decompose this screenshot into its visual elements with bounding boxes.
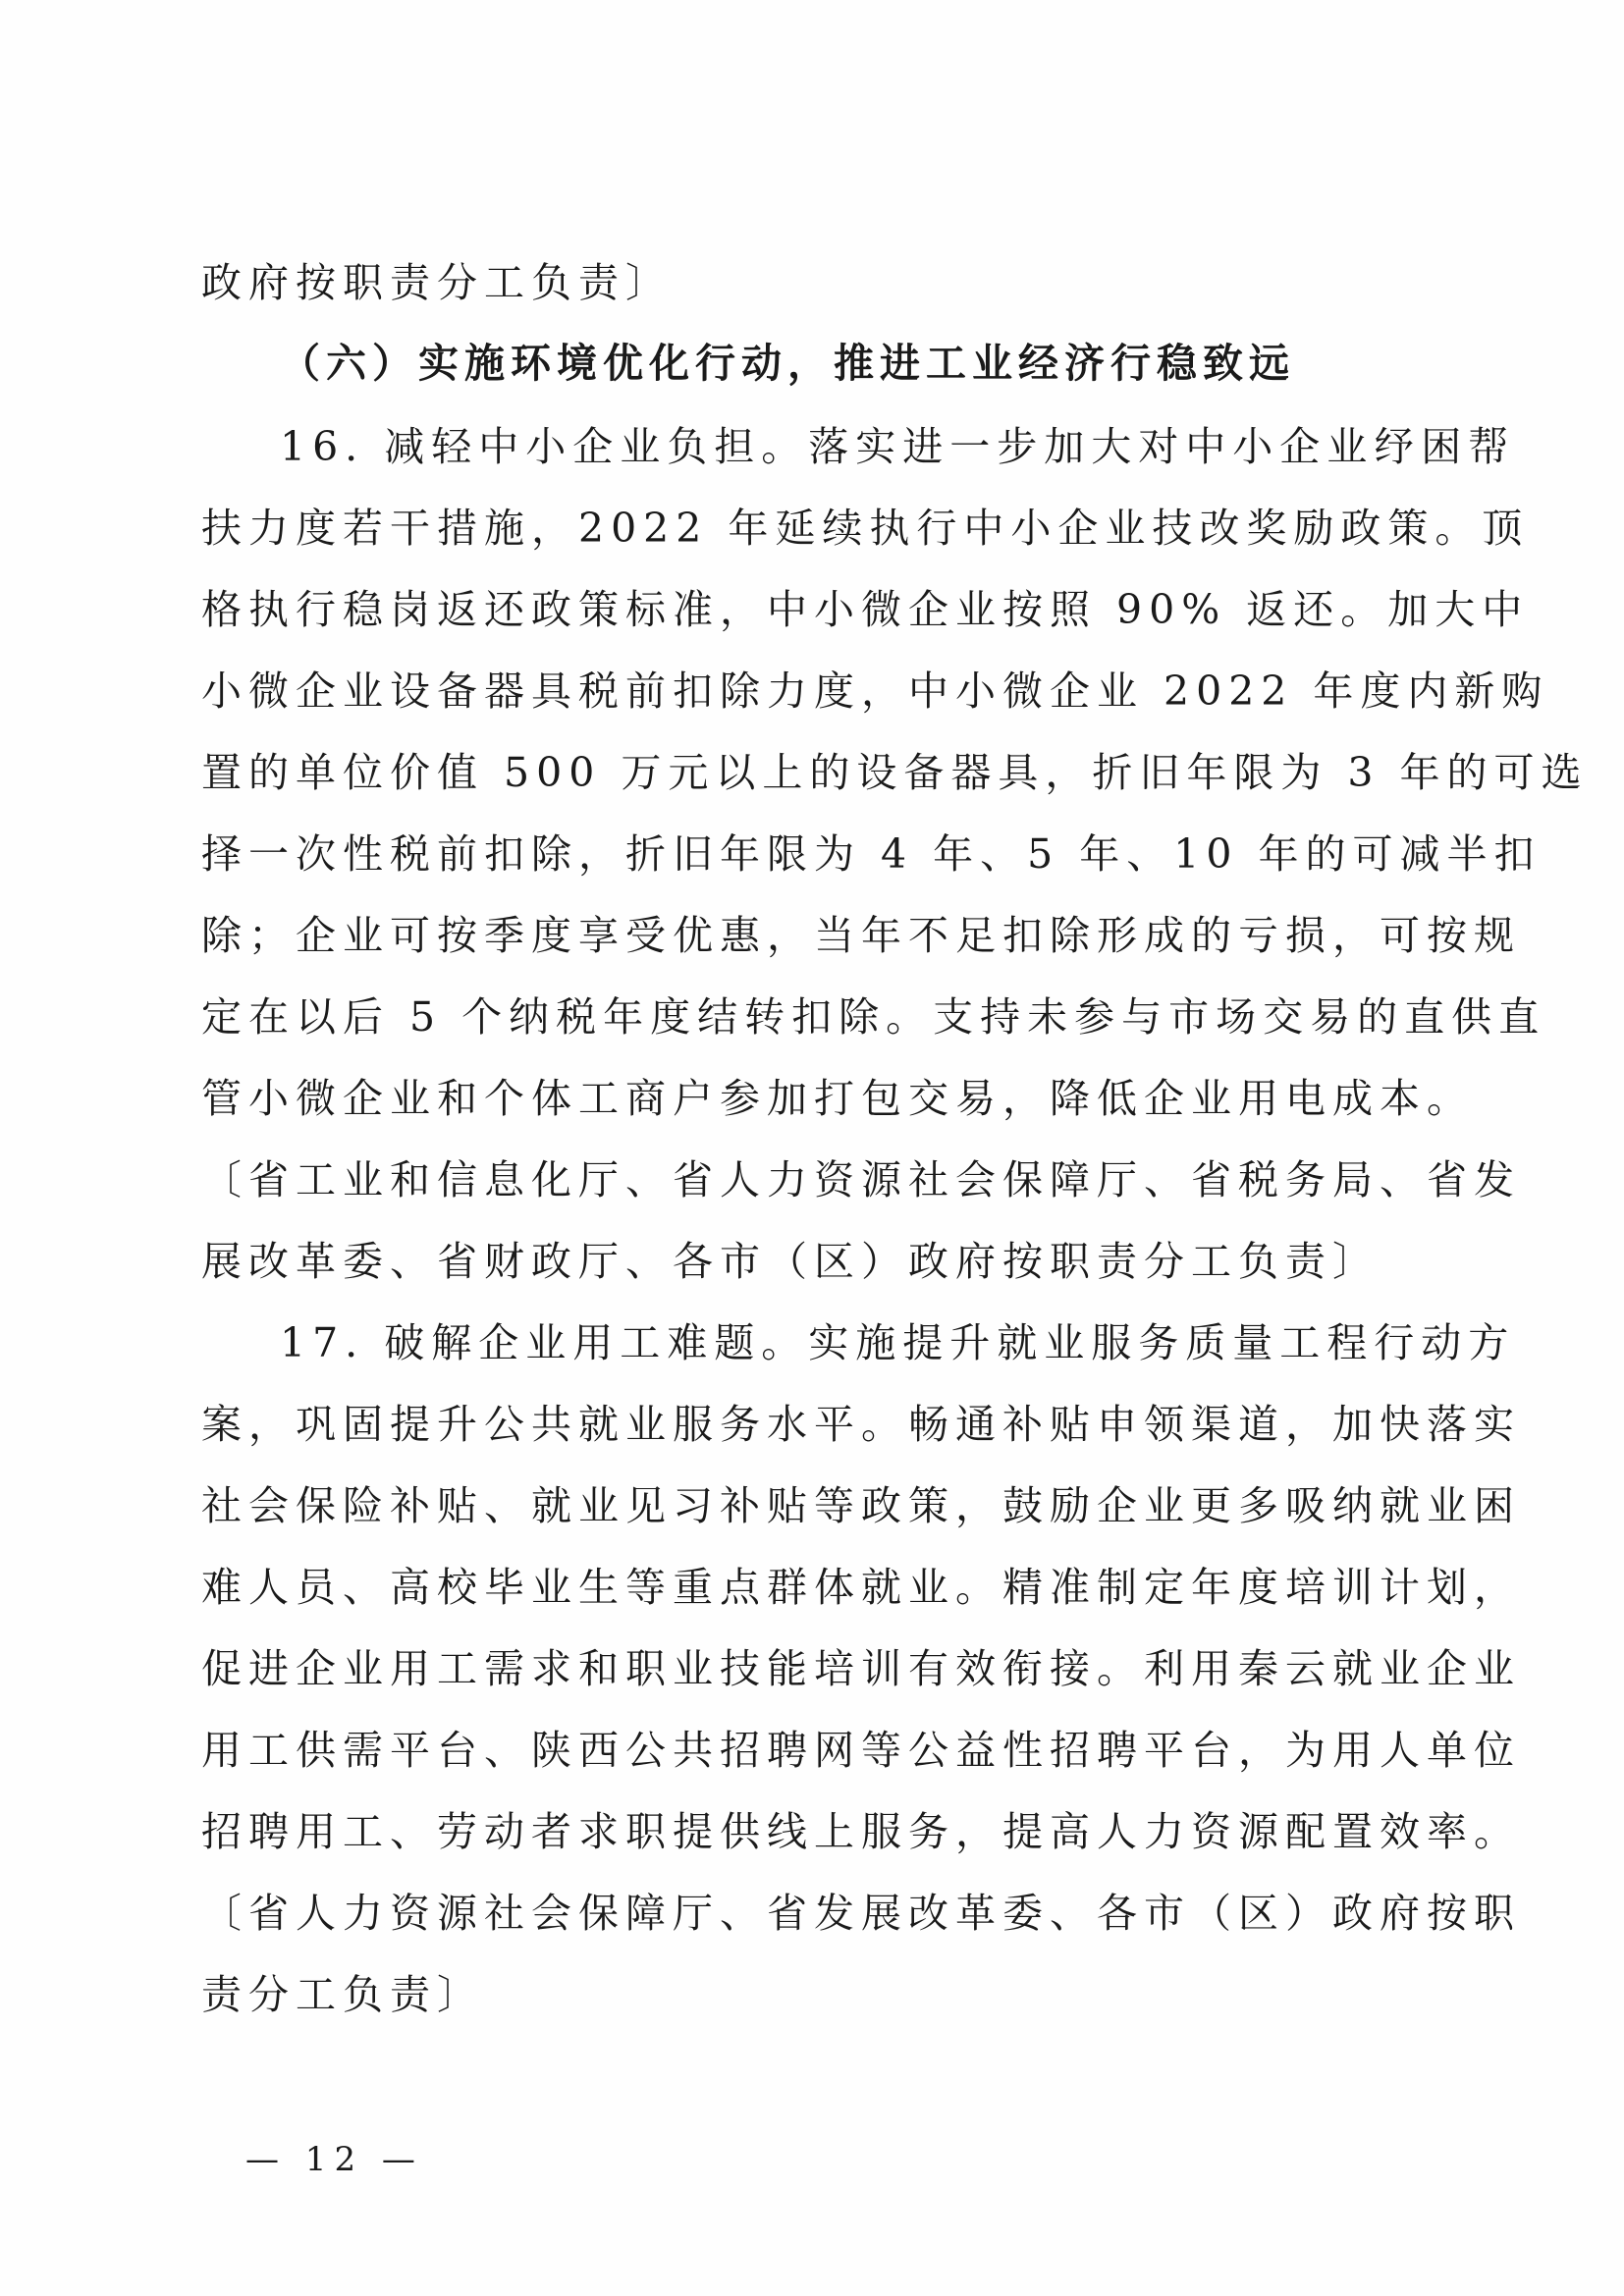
- paragraph-16-line: 格执行稳岗返还政策标准，中小微企业按照 90% 返还。加大中: [201, 586, 1530, 633]
- paragraph-16-line: 小微企业设备器具税前扣除力度，中小微企业 2022 年度内新购: [201, 667, 1549, 715]
- paragraph-17-line: 社会保险补贴、就业见习补贴等政策，鼓励企业更多吸纳就业困: [201, 1482, 1521, 1529]
- paragraph-17-line: 案，巩固提升公共就业服务水平。畅通补贴申领渠道，加快落实: [201, 1401, 1521, 1448]
- paragraph-16-line: 择一次性税前扣除，折旧年限为 4 年、5 年、10 年的可减半扣: [201, 830, 1542, 878]
- paragraph-16-line: 扶力度若干措施，2022 年延续执行中小企业技改奖励政策。顶: [201, 505, 1530, 552]
- paragraph-16-line: 管小微企业和个体工商户参加打包交易，降低企业用电成本。: [201, 1075, 1474, 1122]
- paragraph-16-line: 16. 减轻中小企业负担。落实进一步加大对中小企业纾困帮: [280, 423, 1516, 470]
- paragraph-17-line: 促进企业用工需求和职业技能培训有效衔接。利用秦云就业企业: [201, 1645, 1521, 1692]
- paragraph-17-line: 用工供需平台、陕西公共招聘网等公益性招聘平台，为用人单位: [201, 1727, 1521, 1774]
- page-number: — 12 —: [245, 2140, 423, 2179]
- paragraph-16-line: 除；企业可按季度享受优惠，当年不足扣除形成的亏损，可按规: [201, 912, 1521, 959]
- paragraph-17-line: 17. 破解企业用工难题。实施提升就业服务质量工程行动方: [280, 1319, 1516, 1366]
- paragraph-17-line: 责分工负责〕: [201, 1971, 484, 2018]
- paragraph-17-line: 〔省人力资源社会保障厅、省发展改革委、各市（区）政府按职: [201, 1890, 1521, 1937]
- paragraph-16-line: 〔省工业和信息化厅、省人力资源社会保障厅、省税务局、省发: [201, 1156, 1521, 1203]
- paragraph-16-line: 置的单位价值 500 万元以上的设备器具，折旧年限为 3 年的可选: [201, 749, 1589, 796]
- paragraph-17-line: 难人员、高校毕业生等重点群体就业。精准制定年度培训计划，: [201, 1564, 1521, 1611]
- paragraph-16-line: 定在以后 5 个纳税年度结转扣除。支持未参与市场交易的直供直: [201, 993, 1546, 1041]
- paragraph-17-line: 招聘用工、劳动者求职提供线上服务，提高人力资源配置效率。: [201, 1808, 1521, 1855]
- section-heading: （六）实施环境优化行动，推进工业经济行稳致远: [280, 340, 1295, 387]
- text-line: 政府按职责分工负责〕: [201, 259, 673, 306]
- paragraph-16-line: 展改革委、省财政厅、各市（区）政府按职责分工负责〕: [201, 1238, 1380, 1285]
